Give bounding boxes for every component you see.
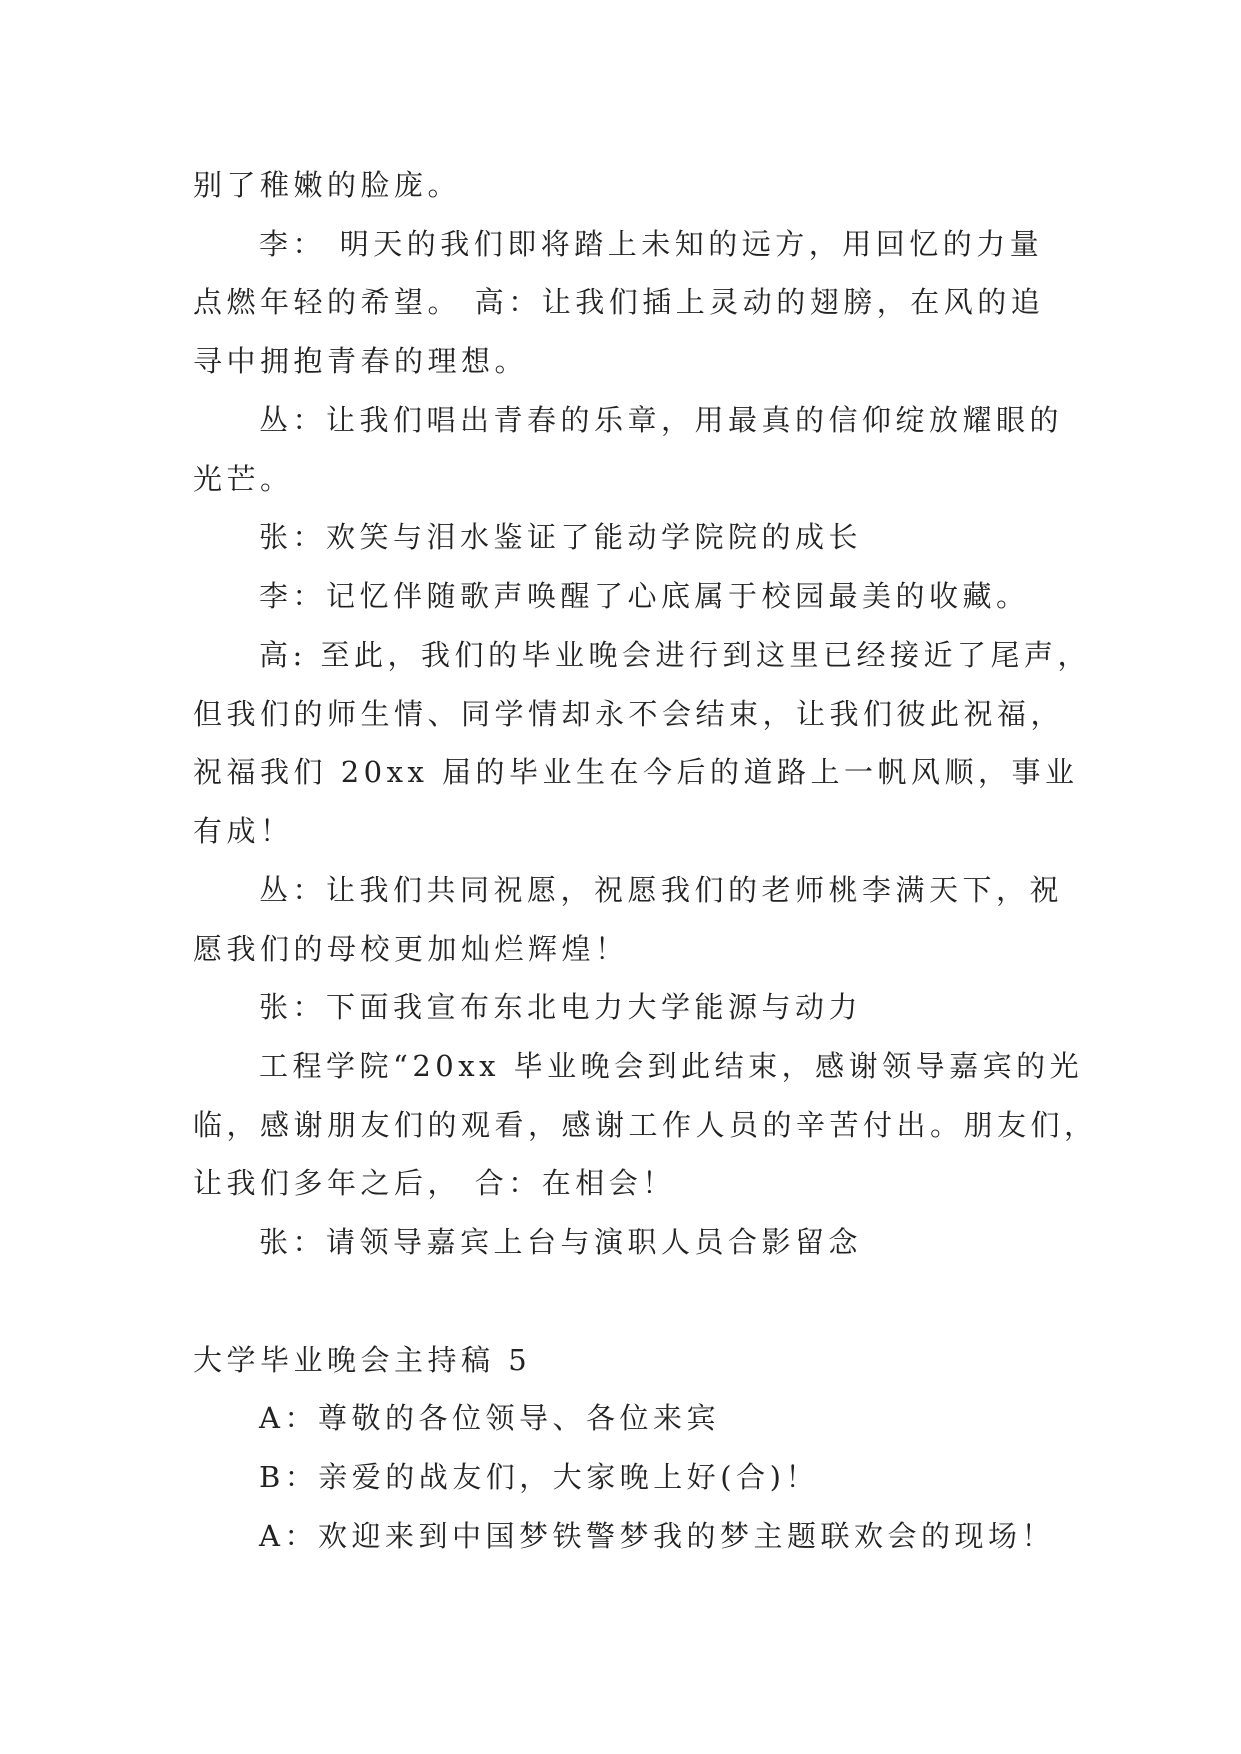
text-line: 张：请领导嘉宾上台与演职人员合影留念 bbox=[259, 1225, 863, 1260]
text-line: 让我们多年之后， 合：在相会！ bbox=[193, 1166, 676, 1201]
text-line: 张：欢笑与泪水鉴证了能动学院院的成长 bbox=[259, 520, 863, 555]
text-line: 有成！ bbox=[193, 814, 294, 849]
text-line: 别了稚嫩的脸庞。 bbox=[193, 168, 462, 202]
blank-line bbox=[193, 1272, 1153, 1331]
text-line: 愿我们的母校更加灿烂辉煌！ bbox=[193, 931, 629, 966]
text-line: 李：记忆伴随歌声唤醒了心底属于校园最美的收藏。 bbox=[259, 579, 1030, 614]
text-line: 光芒。 bbox=[193, 461, 294, 496]
text-line: 寻中拥抱青春的理想。 bbox=[193, 344, 529, 379]
text-line: B：亲爱的战友们，大家晚上好(合)！ bbox=[259, 1460, 819, 1495]
text-line: 丛：让我们唱出青春的乐章，用最真的信仰绽放耀眼的 bbox=[259, 402, 1064, 437]
text-line: 李： 明天的我们即将踏上未知的远方，用回忆的力量 bbox=[259, 226, 1044, 261]
document-body bbox=[193, 156, 1153, 1566]
text-line: 张：下面我宣布东北电力大学能源与动力 bbox=[259, 990, 863, 1025]
text-line: 高: 至此，我们的毕业晚会进行到这里已经接近了尾声， bbox=[259, 637, 1091, 672]
text-line: 丛：让我们共同祝愿，祝愿我们的老师桃李满天下，祝 bbox=[259, 872, 1064, 907]
section-heading: 大学毕业晚会主持稿 5 bbox=[193, 1342, 532, 1377]
text-line: A：欢迎来到中国梦铁警梦我的梦主题联欢会的现场！ bbox=[259, 1518, 1055, 1553]
text-line: 祝福我们 20xx 届的毕业生在今后的道路上一帆风顺，事业 bbox=[193, 755, 1079, 790]
text-line: 工程学院“20xx 毕业晚会到此结束，感谢领导嘉宾的光 bbox=[259, 1049, 1084, 1084]
text-line: 临，感谢朋友们的观看，感谢工作人员的辛苦付出。朋友们， bbox=[193, 1107, 1098, 1142]
text-line: 点燃年轻的希望。 高：让我们插上灵动的翅膀，在风的追 bbox=[193, 285, 1045, 320]
text-line: A：尊敬的各位领导、各位来宾 bbox=[259, 1401, 720, 1436]
text-line: 但我们的师生情、同学情却永不会结束，让我们彼此祝福， bbox=[193, 696, 1065, 731]
